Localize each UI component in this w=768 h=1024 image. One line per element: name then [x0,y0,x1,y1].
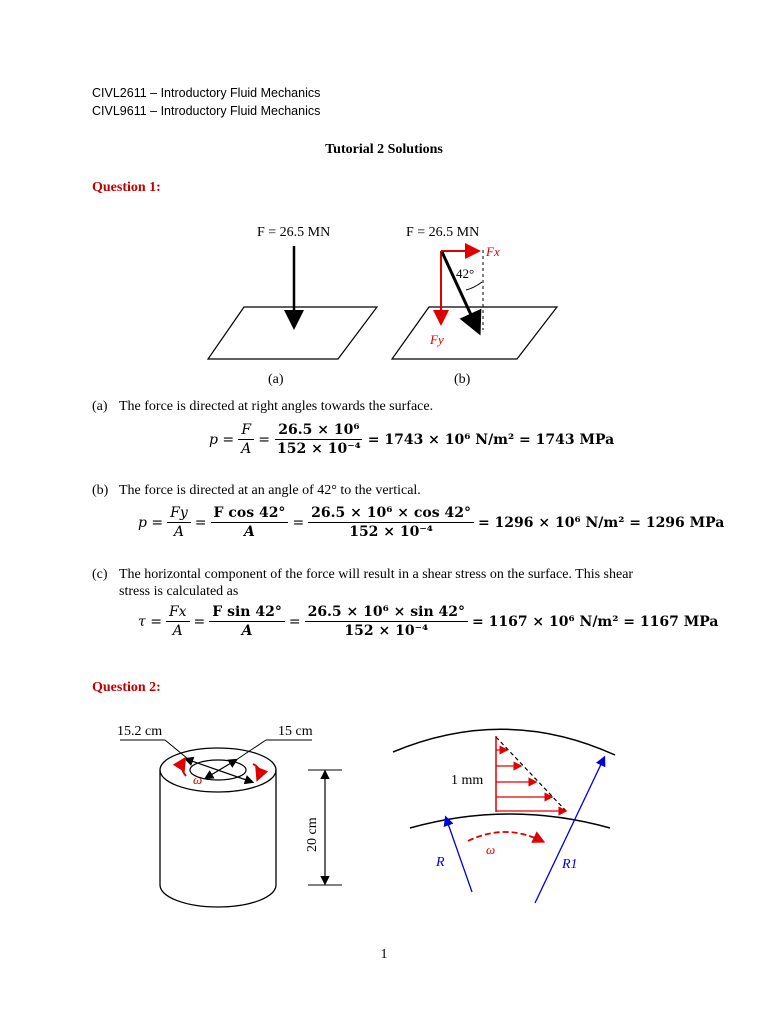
force-label-b: F = 26.5 MN [406,225,480,240]
eq-a-result: = 1743 × 10⁶ N/m² = 1743 MPa [367,431,615,448]
part-c-label: (c) [92,567,108,582]
eq-a-lhs: p = [209,431,235,448]
course-line-2: CIVL9611 – Introductory Fluid Mechanics [92,104,321,118]
course-line-1: CIVL2611 – Introductory Fluid Mechanics [92,86,321,100]
angle-label: 42° [456,266,475,281]
eq-a-f2-num: 26.5 × 10⁶ [275,422,362,440]
eq-b-f3-num: 26.5 × 10⁶ × cos 42° [308,505,474,523]
eq-c-f3-den: 152 × 10⁻⁴ [344,623,429,639]
eq-c-f2-den: A [241,623,253,639]
velocity-profile-line [496,737,567,812]
fy-label: Fy [430,332,444,347]
outer-diameter-label: 15.2 cm [117,724,163,739]
inner-diameter-label: 15 cm [278,724,313,739]
rotation-arrow-right [253,764,259,778]
radius-r-arrow [446,818,472,892]
caption-a: (a) [268,372,284,387]
eq-b-lhs: p = [138,514,164,531]
eq-c-f2-num: F sin 42° [209,604,285,622]
eq-b-result: = 1296 × 10⁶ N/m² = 1296 MPa [477,514,725,531]
inner-cylinder-arc [410,814,610,828]
eq-c-f3-num: 26.5 × 10⁶ × sin 42° [305,604,468,622]
eq-c-lhs: τ = [138,613,162,630]
equation-c: τ = $\frac{Fx}{A}$ = $\frac{\text{F sin 42°}}{A}$ = $\frac{\text{26.5 × 10⁶ × sin 42°}}{\text{152 × 10⁻⁴}}$ = 1167 × 10⁶ N/m² = 1167 MPa [138,604,719,639]
question-1-heading: Question 1: [92,180,161,195]
outer-leader [165,740,188,759]
gap-label: 1 mm [451,773,484,788]
rotation-arrow-left [182,760,186,776]
eq-a-f1-den: A [241,441,252,457]
eq-c-f1-num: Fx [166,604,190,622]
part-a-text: The force is directed at right angles towards the surface. [119,399,434,414]
omega-label-gap: ω [486,842,496,857]
eq-b-f3-den: 152 × 10⁻⁴ [349,524,433,540]
radius-r-label: R [436,855,445,870]
omega-label-cylinder: ω [193,772,203,787]
eq-c-f1-den: A [172,623,183,639]
part-c-text-1: The horizontal component of the force will result in a shear stress on the surface. This shear [119,567,634,582]
q2-cylinder-figure [0,715,768,920]
q1-force-figure [0,215,768,395]
part-c-text-2: stress is calculated as [119,584,239,599]
rotation-arrow-gap [468,832,542,841]
force-arrow-b [442,252,478,330]
eq-b-f1-den: A [173,524,185,540]
force-label-a: F = 26.5 MN [257,225,331,240]
eq-b-f1-num: Fy [167,505,191,523]
height-label: 20 cm [305,817,320,852]
caption-b: (b) [454,372,471,387]
question-2-heading: Question 2: [92,680,161,695]
surface-a [208,307,377,359]
radius-r1-label: R1 [562,857,578,872]
page-title: Tutorial 2 Solutions [325,142,443,157]
page-number: 1 [380,947,388,962]
surface-b [392,307,557,359]
eq-c-result: = 1167 × 10⁶ N/m² = 1167 MPa [471,613,719,630]
part-a-label: (a) [92,399,108,414]
eq-a-f1-num: F [238,422,254,440]
equation-b: p = $\frac{Fy}{A}$ = $\frac{\text{F cos 42°}}{A}$ = $\frac{\text{26.5 × 10⁶ × cos 42°}}{\text{152 × 10⁻⁴}}$ = 1296 × 10⁶ N/m² = 1296 MPa [138,505,725,540]
part-b-label: (b) [92,483,109,498]
angle-arc [466,282,482,290]
outer-cylinder-arc [393,729,615,755]
cylinder-bottom [160,885,276,907]
eq-b-f2-num: F cos 42° [211,505,289,523]
eq-b-f2-den: A [244,524,255,540]
fx-label: Fx [486,244,500,259]
equation-a: p = $\frac{F}{A}$ = $\frac{\text{26.5 × 10⁶}}{\text{152 × 10⁻⁴}}$ = 1743 × 10⁶ N/m² = 1743 MPa [209,422,615,457]
eq-a-f2-den: 152 × 10⁻⁴ [277,441,361,457]
radius-r1-arrow [535,758,604,903]
part-b-text: The force is directed at an angle of 42° to the vertical. [119,483,421,498]
